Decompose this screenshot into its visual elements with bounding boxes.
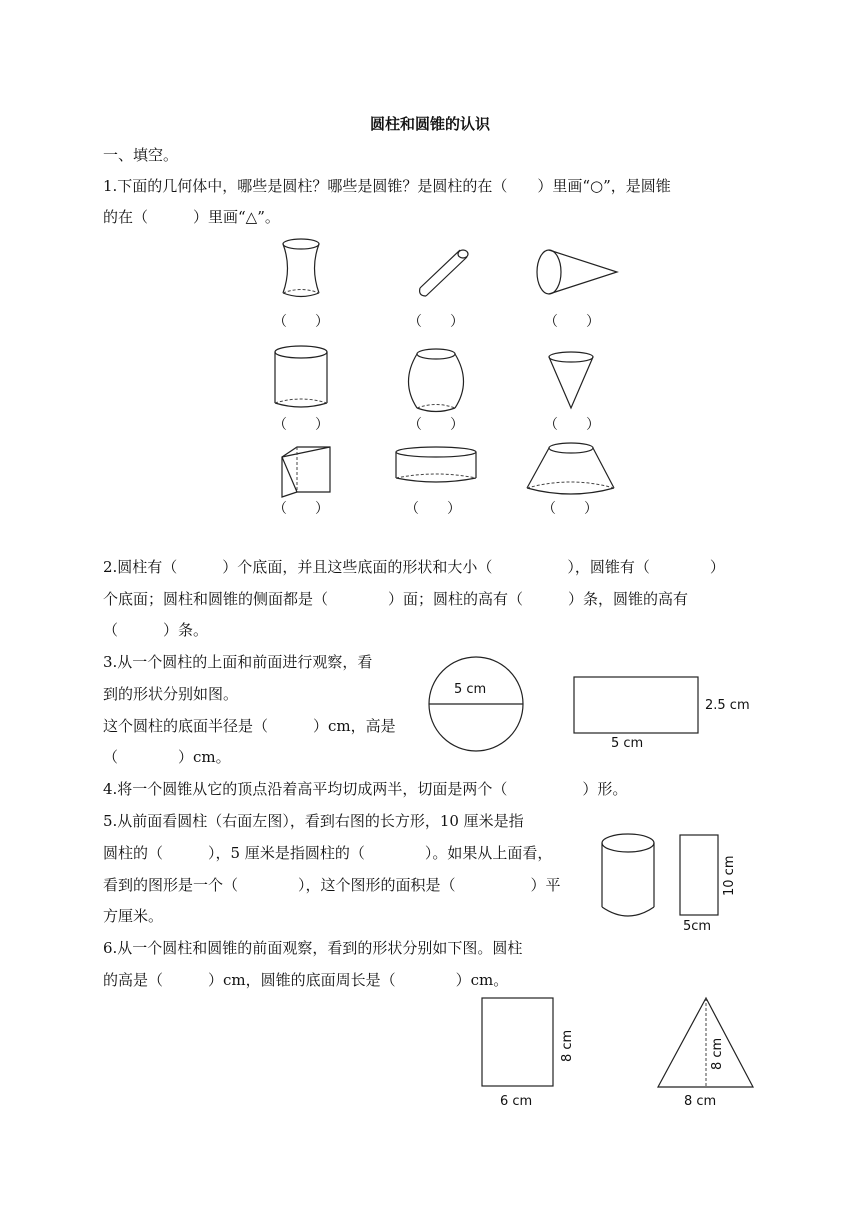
- q1-line1: 1.下面的几何体中，哪些是圆柱？哪些是圆锥？是圆柱的在（ ）里画“○”，是圆锥: [103, 177, 671, 195]
- q1-answer-blank[interactable]: （ ）: [544, 417, 600, 433]
- q1-answer-blank[interactable]: （ ）: [544, 314, 600, 330]
- q3-line4: （ ）cm。: [103, 748, 231, 766]
- q2-line1: 2.圆柱有（ ）个底面，并且这些底面的形状和大小（ ），圆锥有（ ）: [103, 558, 725, 576]
- q5-line1: 5.从前面看圆柱（右面左图），看到右图的长方形，10 厘米是指: [103, 812, 524, 830]
- q5-line3: 看到的图形是一个（ ），这个图形的面积是（ ）平: [103, 876, 561, 894]
- q3-line2: 到的形状分别如图。: [103, 685, 239, 703]
- rect-width-label: 5cm: [683, 919, 712, 934]
- q1-answer-blank[interactable]: （ ）: [273, 417, 329, 433]
- q1-answer-blank[interactable]: （ ）: [273, 501, 329, 517]
- q3-line1: 3.从一个圆柱的上面和前面进行观察，看: [103, 653, 373, 671]
- q1-answer-blank[interactable]: （ ）: [273, 314, 329, 330]
- q1-answer-blank[interactable]: （ ）: [408, 314, 464, 330]
- q1-line2: 的在（ ）里画“△”。: [103, 208, 280, 226]
- q6-line2: 的高是（ ）cm，圆锥的底面周长是（ ）cm。: [103, 971, 509, 989]
- cone-front-triangle: [658, 998, 753, 1087]
- q3-line3: 这个圆柱的底面半径是（ ）cm，高是: [103, 717, 396, 735]
- q4-line1: 4.将一个圆锥从它的顶点沿着高平均切成两半，切面是两个（ ）形。: [103, 780, 628, 798]
- triangle-height-label: 8 cm: [710, 1037, 725, 1070]
- rect-width-label: 6 cm: [500, 1094, 533, 1109]
- rect-height-label: 10 cm: [722, 855, 737, 896]
- q1-answer-blank[interactable]: （ ）: [405, 501, 461, 517]
- cylinder-front-rectangle: [482, 998, 553, 1086]
- page-title: 圆柱和圆锥的认识: [369, 115, 490, 133]
- circle-diameter-label: 5 cm: [454, 682, 487, 697]
- q6-line1: 6.从一个圆柱和圆锥的前面观察，看到的形状分别如下图。圆柱: [103, 939, 523, 957]
- triangle-base-label: 8 cm: [684, 1094, 717, 1109]
- q5-line4: 方厘米。: [103, 907, 164, 925]
- q5-line2: 圆柱的（ ），5 厘米是指圆柱的（ ）。如果从上面看，: [103, 844, 553, 862]
- q1-answer-blank[interactable]: （ ）: [408, 417, 464, 433]
- rect-width-label: 5 cm: [611, 736, 644, 751]
- rect-height-label: 8 cm: [560, 1029, 575, 1062]
- rect-height-label: 2.5 cm: [705, 698, 750, 713]
- section-heading: 一、填空。: [103, 146, 179, 164]
- q2-line3: （ ）条。: [103, 621, 209, 639]
- q1-answer-blank[interactable]: （ ）: [542, 501, 598, 517]
- q2-line2: 个底面；圆柱和圆锥的侧面都是（ ）面；圆柱的高有（ ）条，圆锥的高有: [103, 590, 689, 608]
